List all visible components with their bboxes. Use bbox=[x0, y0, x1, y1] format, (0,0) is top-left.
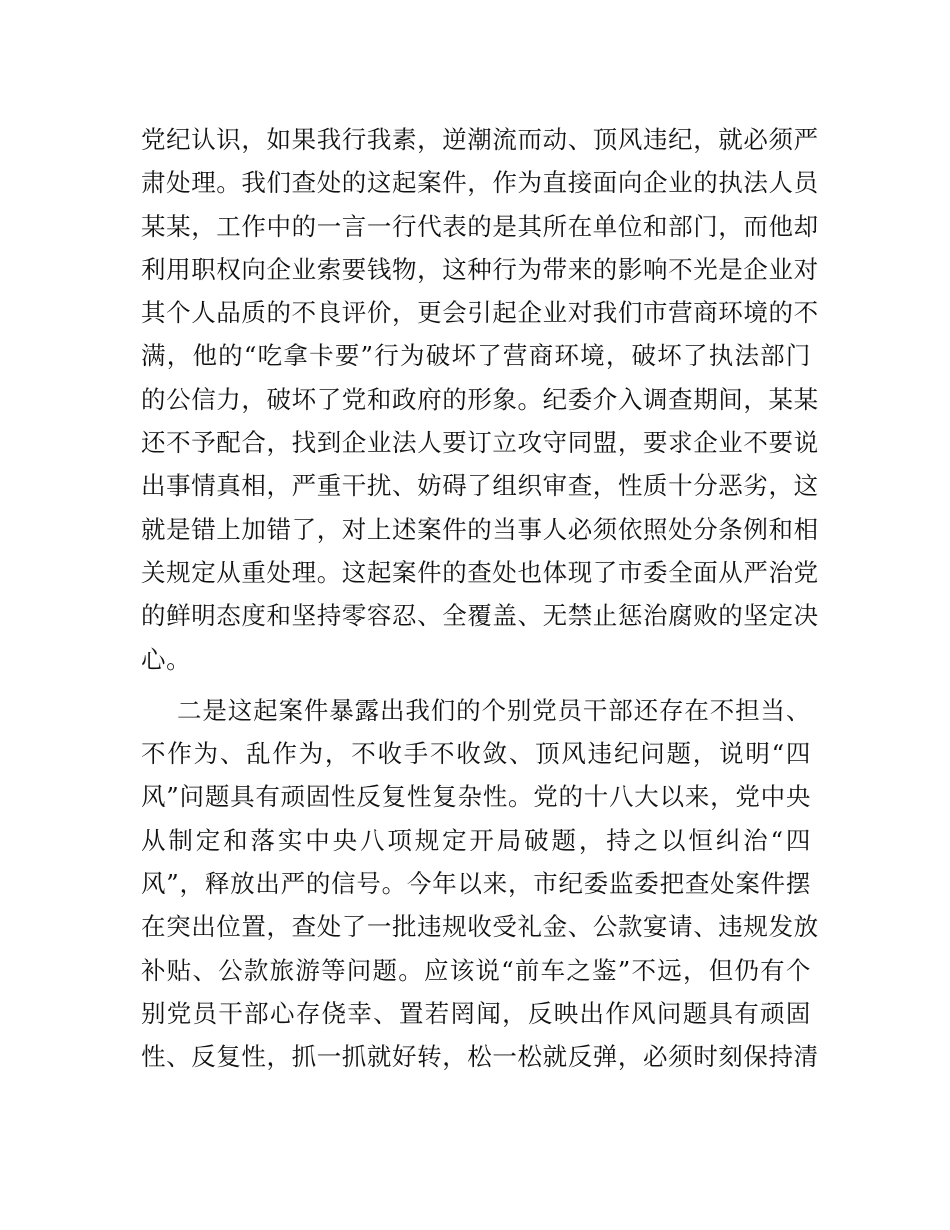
text-line: 肃处理。我们查处的这起案件，作为直接面向企业的执法人员 bbox=[141, 168, 819, 198]
text-line: 风”问题具有顽固性反复性复杂性。党的十八大以来，党中央 bbox=[141, 782, 811, 812]
text-line: 补贴、公款旅游等问题。应该说“前车之鉴”不远，但仍有个 bbox=[141, 955, 811, 985]
text-line: 某某，工作中的一言一行代表的是其所在单位和部门，而他却 bbox=[141, 211, 819, 241]
text-line: 从制定和落实中央八项规定开局破题，持之以恒纠治“四 bbox=[141, 825, 811, 855]
text-line: 还不予配合，找到企业法人要订立攻守同盟，要求企业不要说 bbox=[141, 428, 819, 458]
text-line: 二是这起案件暴露出我们的个别党员干部还存在不担当、 bbox=[177, 695, 811, 725]
paragraph-2 bbox=[141, 689, 819, 1079]
text-line: 别党员干部心存侥幸、置若罔闻，反映出作风问题具有顽固 bbox=[141, 998, 811, 1028]
text-line: 利用职权向企业索要钱物，这种行为带来的影响不光是企业对 bbox=[141, 254, 819, 284]
text-line: 的公信力，破坏了党和政府的形象。纪委介入调查期间，某某 bbox=[141, 384, 819, 414]
document-body bbox=[141, 118, 819, 1079]
text-line: 的鲜明态度和坚持零容忍、全覆盖、无禁止惩治腐败的坚定决 bbox=[141, 601, 819, 631]
text-line: 党纪认识，如果我行我素，逆潮流而动、顶风违纪，就必须严 bbox=[141, 125, 819, 154]
paragraph-spacer bbox=[141, 681, 811, 689]
text-line: 就是错上加错了，对上述案件的当事人必须依照处分条例和相 bbox=[141, 514, 819, 544]
text-line: 在突出位置，查处了一批违规收受礼金、公款宴请、违规发放 bbox=[141, 912, 819, 942]
paragraph-1 bbox=[141, 118, 819, 681]
text-line: 关规定从重处理。这起案件的查处也体现了市委全面从严治党 bbox=[141, 557, 819, 587]
text-line: 性、反复性，抓一抓就好转，松一松就反弹，必须时刻保持清 bbox=[141, 1042, 819, 1072]
text-line: 风”，释放出严的信号。今年以来，市纪委监委把查处案件摆 bbox=[141, 869, 811, 899]
text-line: 满，他的“吃拿卡要”行为破坏了营商环境，破坏了执法部门 bbox=[141, 341, 811, 371]
text-line: 出事情真相，严重干扰、妨碍了组织审查，性质十分恶劣，这 bbox=[141, 471, 819, 501]
text-line: 不作为、乱作为，不收手不收敛、顶风违纪问题，说明“四 bbox=[141, 739, 811, 769]
text-line: 其个人品质的不良评价，更会引起企业对我们市营商环境的不 bbox=[141, 298, 819, 328]
text-line: 心。 bbox=[141, 644, 192, 674]
